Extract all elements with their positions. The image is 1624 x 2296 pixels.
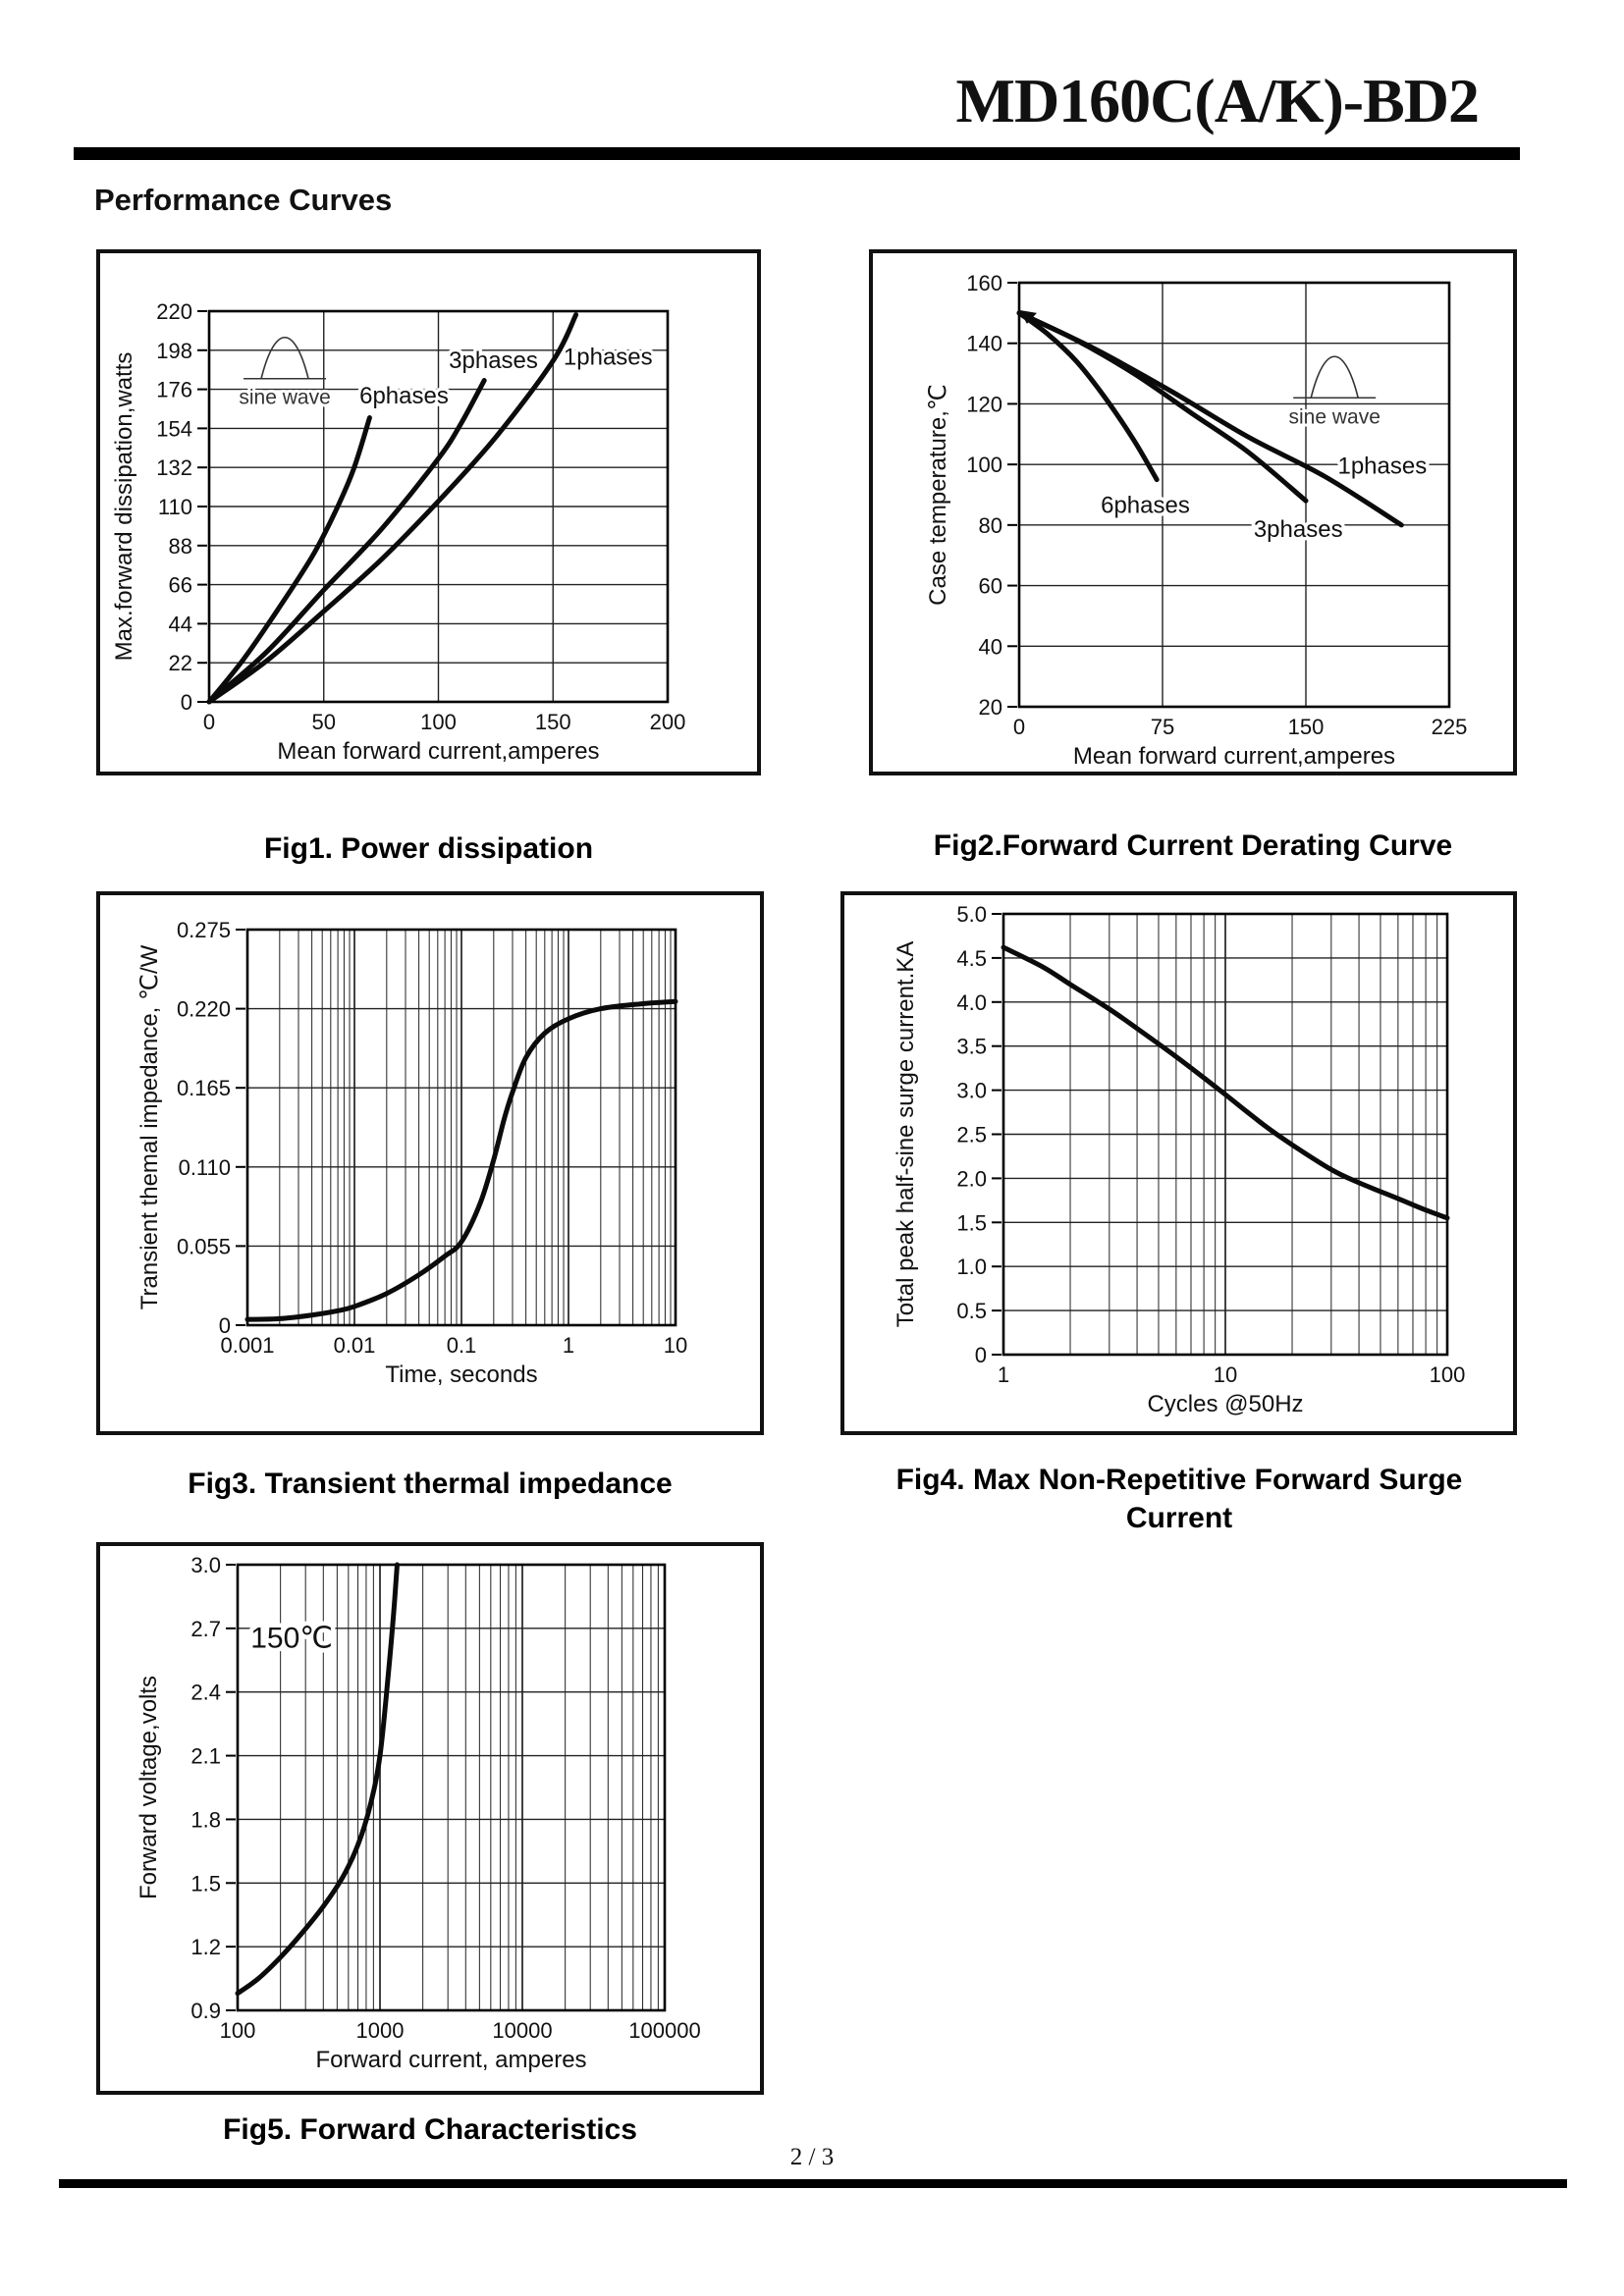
svg-text:2.7: 2.7 bbox=[190, 1616, 221, 1641]
svg-text:3phases: 3phases bbox=[1253, 516, 1343, 544]
svg-text:Mean forward current,amperes: Mean forward current,amperes bbox=[277, 738, 600, 765]
svg-text:4.5: 4.5 bbox=[956, 945, 987, 971]
svg-text:0.110: 0.110 bbox=[178, 1154, 231, 1180]
svg-text:0.5: 0.5 bbox=[956, 1299, 987, 1324]
svg-text:Max.forward dissipation,watts: Max.forward dissipation,watts bbox=[111, 351, 137, 662]
svg-text:60: 60 bbox=[978, 573, 1002, 599]
fig3-thermal-impedance-chart bbox=[100, 895, 760, 1431]
svg-text:10: 10 bbox=[1213, 1362, 1238, 1387]
svg-text:Case temperature,℃: Case temperature,℃ bbox=[925, 384, 951, 606]
fig4-frame bbox=[840, 891, 1517, 1435]
header-rule bbox=[74, 147, 1520, 160]
svg-text:Mean forward current,amperes: Mean forward current,amperes bbox=[1072, 743, 1396, 770]
fig4-surge-current-chart bbox=[844, 895, 1513, 1431]
svg-text:5.0: 5.0 bbox=[956, 902, 987, 927]
svg-text:80: 80 bbox=[978, 512, 1002, 538]
svg-text:150℃: 150℃ bbox=[250, 1622, 334, 1655]
svg-text:160: 160 bbox=[966, 271, 1002, 295]
svg-text:100: 100 bbox=[219, 2018, 256, 2043]
svg-text:44: 44 bbox=[168, 612, 192, 637]
svg-text:Cycles @50Hz: Cycles @50Hz bbox=[1147, 1391, 1304, 1417]
svg-text:140: 140 bbox=[966, 331, 1002, 356]
svg-text:2.4: 2.4 bbox=[190, 1680, 221, 1705]
svg-text:1: 1 bbox=[997, 1362, 1010, 1387]
footer-rule bbox=[59, 2179, 1567, 2188]
svg-text:66: 66 bbox=[168, 572, 192, 598]
section-heading: Performance Curves bbox=[94, 183, 393, 217]
svg-text:0: 0 bbox=[202, 710, 216, 734]
page-number: 2 / 3 bbox=[789, 2144, 835, 2170]
svg-text:198: 198 bbox=[156, 338, 192, 363]
svg-text:0.055: 0.055 bbox=[176, 1234, 231, 1259]
svg-text:1.0: 1.0 bbox=[956, 1255, 987, 1280]
svg-text:2.5: 2.5 bbox=[956, 1122, 987, 1148]
svg-text:154: 154 bbox=[156, 416, 192, 442]
svg-text:120: 120 bbox=[966, 392, 1002, 417]
svg-text:176: 176 bbox=[156, 377, 192, 402]
svg-text:3.5: 3.5 bbox=[956, 1034, 987, 1059]
doc-title: MD160C(A/K)-BD2 bbox=[955, 66, 1479, 135]
fig1-power-dissipation-chart bbox=[100, 253, 757, 772]
fig5-forward-characteristics-chart bbox=[100, 1546, 760, 2091]
fig2-frame bbox=[869, 249, 1517, 775]
svg-text:50: 50 bbox=[311, 710, 336, 734]
svg-text:0.9: 0.9 bbox=[190, 1999, 221, 2023]
svg-text:75: 75 bbox=[1150, 715, 1175, 739]
svg-text:2.1: 2.1 bbox=[190, 1743, 221, 1769]
fig2-derating-curve-chart bbox=[873, 253, 1513, 772]
fig2-caption: Fig2.Forward Current Derating Curve bbox=[933, 829, 1453, 862]
fig5-frame bbox=[96, 1542, 764, 2095]
fig3-caption: Fig3. Transient thermal impedance bbox=[188, 1468, 673, 1500]
fig5-caption: Fig5. Forward Characteristics bbox=[223, 2113, 637, 2146]
svg-text:132: 132 bbox=[156, 455, 192, 481]
svg-text:100: 100 bbox=[966, 453, 1002, 478]
svg-text:3phases: 3phases bbox=[449, 347, 538, 374]
svg-text:3.0: 3.0 bbox=[190, 1553, 221, 1577]
svg-text:22: 22 bbox=[168, 651, 192, 676]
svg-text:40: 40 bbox=[978, 634, 1002, 660]
svg-text:110: 110 bbox=[157, 495, 192, 519]
svg-text:0.275: 0.275 bbox=[176, 918, 231, 942]
svg-text:6phases: 6phases bbox=[1101, 492, 1190, 519]
svg-text:0.001: 0.001 bbox=[220, 1333, 275, 1358]
svg-text:100: 100 bbox=[1429, 1362, 1466, 1387]
svg-text:0.1: 0.1 bbox=[446, 1333, 477, 1358]
svg-text:0: 0 bbox=[218, 1313, 231, 1338]
svg-text:1.5: 1.5 bbox=[190, 1871, 221, 1896]
svg-text:0: 0 bbox=[974, 1343, 987, 1367]
svg-text:100000: 100000 bbox=[628, 2018, 701, 2043]
svg-text:10: 10 bbox=[663, 1333, 688, 1358]
svg-text:3.0: 3.0 bbox=[956, 1078, 987, 1103]
svg-text:150: 150 bbox=[534, 710, 571, 734]
svg-text:4.0: 4.0 bbox=[956, 989, 987, 1015]
svg-text:sine wave: sine wave bbox=[1288, 405, 1380, 429]
svg-text:1.2: 1.2 bbox=[190, 1935, 221, 1960]
svg-text:Forward current, amperes: Forward current, amperes bbox=[315, 2047, 587, 2073]
svg-text:225: 225 bbox=[1431, 715, 1468, 739]
svg-text:Total peak half-sine surge cur: Total peak half-sine surge current.KA bbox=[893, 940, 919, 1328]
svg-text:0.01: 0.01 bbox=[333, 1333, 376, 1358]
svg-text:20: 20 bbox=[978, 695, 1002, 720]
svg-text:6phases: 6phases bbox=[359, 383, 449, 410]
svg-text:220: 220 bbox=[156, 299, 192, 324]
svg-text:150: 150 bbox=[1287, 715, 1325, 739]
svg-text:1phases: 1phases bbox=[1337, 453, 1428, 480]
svg-text:1: 1 bbox=[562, 1333, 575, 1358]
svg-text:1000: 1000 bbox=[355, 2018, 405, 2043]
svg-text:0: 0 bbox=[1012, 715, 1026, 739]
svg-text:88: 88 bbox=[168, 533, 192, 559]
svg-text:1phases: 1phases bbox=[563, 344, 653, 371]
svg-text:200: 200 bbox=[649, 710, 686, 734]
svg-text:sine wave: sine wave bbox=[239, 386, 331, 409]
fig4-caption: Fig4. Max Non-Repetitive Forward Surge Current bbox=[895, 1464, 1463, 1534]
fig1-frame bbox=[96, 249, 761, 775]
svg-text:10000: 10000 bbox=[492, 2018, 553, 2043]
svg-text:1.8: 1.8 bbox=[190, 1807, 221, 1833]
fig3-frame bbox=[96, 891, 764, 1435]
svg-text:Transient themal impedance, ℃: Transient themal impedance, ℃/W bbox=[136, 944, 163, 1310]
svg-text:0.220: 0.220 bbox=[176, 996, 231, 1022]
svg-text:Forward voltage,volts: Forward voltage,volts bbox=[135, 1675, 162, 1900]
svg-text:100: 100 bbox=[420, 710, 457, 734]
svg-text:2.0: 2.0 bbox=[956, 1166, 987, 1192]
svg-text:0.165: 0.165 bbox=[176, 1076, 231, 1101]
svg-text:Time, seconds: Time, seconds bbox=[385, 1362, 538, 1388]
svg-text:0: 0 bbox=[180, 690, 192, 715]
svg-text:1.5: 1.5 bbox=[956, 1210, 987, 1236]
fig1-caption: Fig1. Power dissipation bbox=[263, 832, 594, 865]
